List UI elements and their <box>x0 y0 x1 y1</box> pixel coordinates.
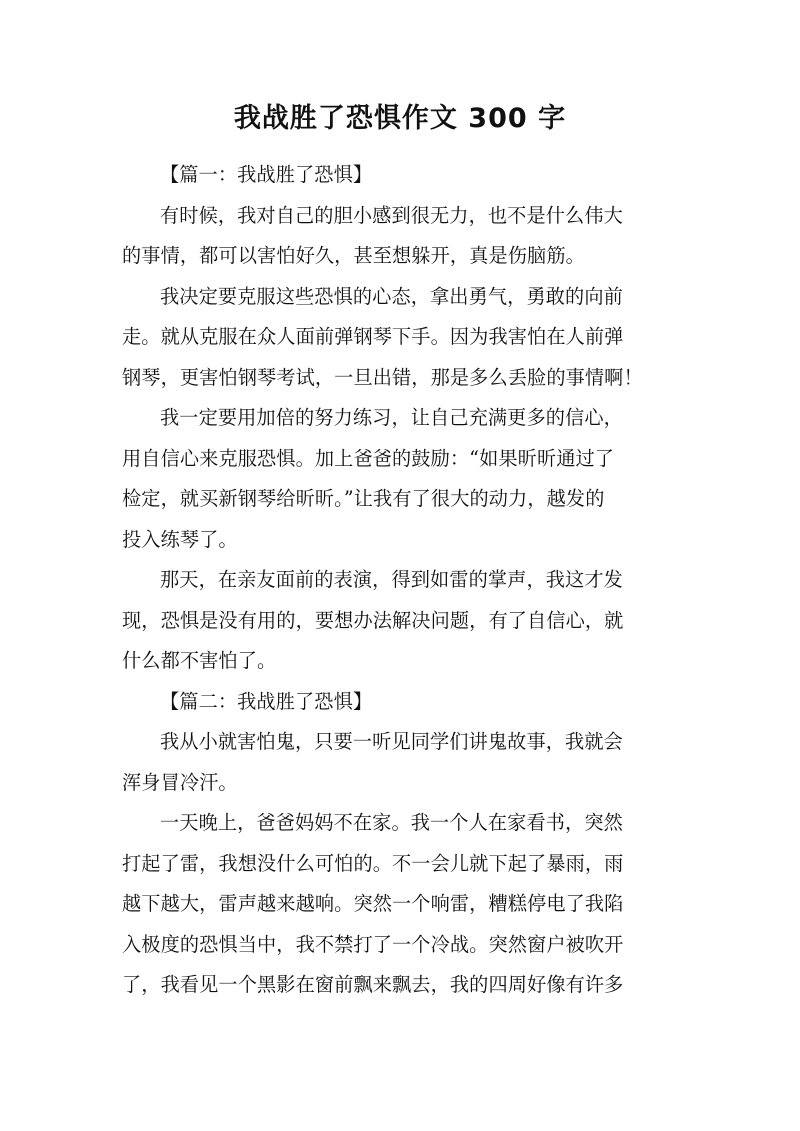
paragraph-line: 走。就从克服在众人面前弹钢琴下手。因为我害怕在人前弹 <box>122 325 624 348</box>
page-title: 我战胜了恐惧作文 300 字 <box>233 103 567 134</box>
paragraph-line: 打起了雷，我想没什么可怕的。不一会儿就下起了暴雨，雨 <box>122 851 624 875</box>
paragraph-line: 入极度的恐惧当中，我不禁打了一个冷战。突然窗户被吹开 <box>122 932 624 956</box>
paragraph <box>122 722 682 803</box>
paragraph-line: 用自信心来克服恐惧。加上爸爸的鼓励：“如果昕昕通过了 <box>122 446 615 470</box>
paragraph-line: 钢琴，更害怕钢琴考试，一旦出错，那是多么丢脸的事情啊！ <box>122 365 643 389</box>
paragraph <box>122 803 682 1006</box>
section-heading: 【篇二：我战胜了恐惧】 <box>160 689 373 713</box>
essay-body <box>122 155 682 1006</box>
paragraph <box>122 398 682 560</box>
paragraph-line: 了，我看见一个黑影在窗前飘来飘去，我的四周好像有许多 <box>122 973 624 996</box>
paragraph-line: 浑身冒冷汗。 <box>122 770 238 794</box>
paragraph <box>122 196 682 277</box>
paragraph-line: 现，恐惧是没有用的，要想办法解决问题，有了自信心，就 <box>122 608 624 632</box>
paragraph-line: 我决定要克服这些恐惧的心态，拿出勇气，勇敢的向前 <box>160 284 623 308</box>
paragraph <box>122 277 682 399</box>
paragraph-line: 投入练琴了。 <box>122 527 238 551</box>
paragraph-line: 检定，就买新钢琴给昕昕。”让我有了很大的动力，越发的 <box>122 487 605 510</box>
section-heading: 【篇一：我战胜了恐惧】 <box>160 163 373 186</box>
paragraph-line: 越下越大，雷声越来越响。突然一个响雷，糟糕停电了我陷 <box>122 892 624 915</box>
paragraph-line: 的事情，都可以害怕好久，甚至想躲开，真是伤脑筋。 <box>122 244 585 267</box>
paragraph-line: 什么都不害怕了。 <box>122 649 277 672</box>
paragraph-line: 一天晚上，爸爸妈妈不在家。我一个人在家看书，突然 <box>160 811 623 834</box>
paragraph-line: 我一定要用加倍的努力练习，让自己充满更多的信心， <box>160 406 623 429</box>
paragraph-line: 我从小就害怕鬼，只要一听见同学们讲鬼故事，我就会 <box>160 730 623 753</box>
paragraph-line: 那天，在亲友面前的表演，得到如雷的掌声，我这才发 <box>160 568 623 591</box>
paragraph <box>122 560 682 682</box>
paragraph-line: 有时候，我对自己的胆小感到很无力，也不是什么伟大 <box>160 203 623 227</box>
